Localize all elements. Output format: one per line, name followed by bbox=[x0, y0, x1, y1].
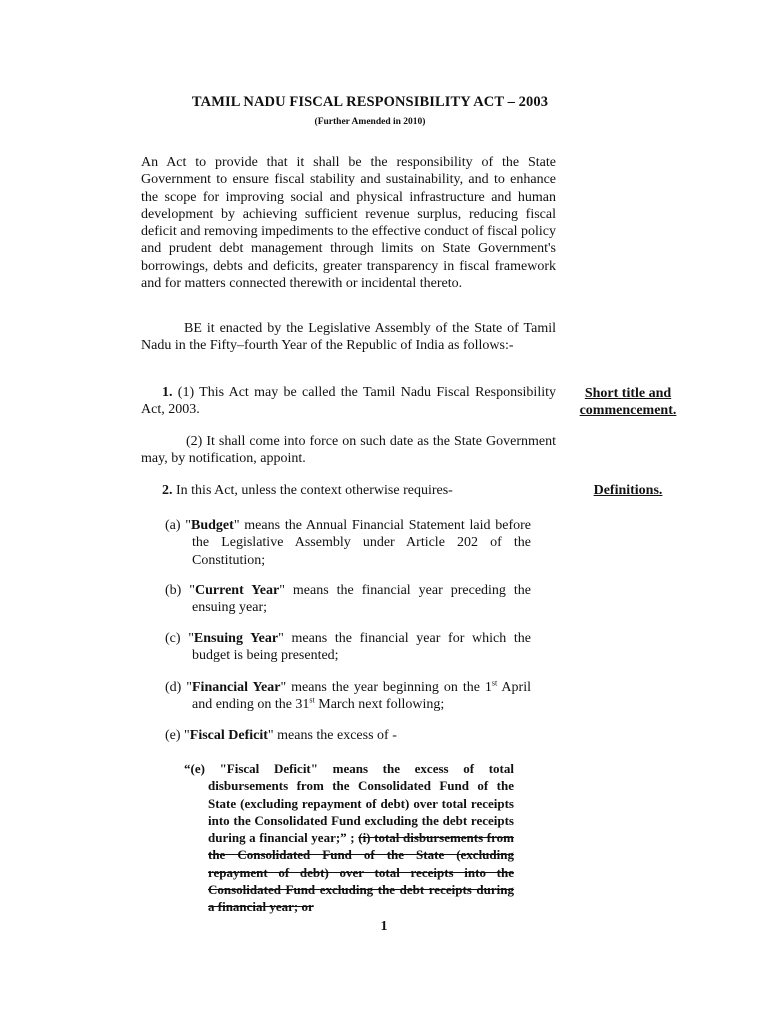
definition-text: " means the year beginning on the 1 bbox=[280, 680, 492, 695]
section-2 bbox=[141, 482, 556, 499]
document-title: TAMIL NADU FISCAL RESPONSIBILITY ACT – 2003 bbox=[191, 94, 549, 110]
definition-financial-year bbox=[165, 679, 531, 714]
section-1-sub-2: (2) It shall come into force on such date as the State Government may, by notification, appoint. bbox=[141, 434, 556, 467]
definition-text: " means the financial year for which the budget is being presented; bbox=[192, 631, 531, 664]
definition-ensuing-year bbox=[165, 630, 531, 665]
act-preamble: An Act to provide that it shall be the responsibility of the State Government to ensure fiscal stability and sustainability, and to enhance the scope for improving social and physical infrastructure and human development by achieving sufficient revenue surplus, reducing fiscal deficit and removing impediments to the effective conduct of fiscal policy and prudent debt management through limits on State Government's borrowings, debts and deficits, greater transparency in fiscal framework and for matters connected therewith or incidental thereto. bbox=[141, 155, 556, 292]
definition-current-year bbox=[165, 582, 531, 617]
enacting-clause: BE it enacted by the Legislative Assembly of the State of Tamil Nadu in the Fifty–fourth Year of the Republic of India as follows:- bbox=[141, 321, 556, 354]
definition-budget bbox=[165, 517, 531, 569]
definition-prefix: (d) " bbox=[165, 680, 192, 695]
struck-text: (i) total disbursements from the Consolidated Fund of the State (excluding repayment of debt) over total receipts into the Consolidated Fund excluding the debt receipts during a financial year; or bbox=[208, 830, 514, 915]
definition-term: Ensuing Year bbox=[193, 631, 279, 646]
document-subtitle: (Further Amended in 2010) bbox=[314, 117, 426, 127]
ordinal-suffix: st bbox=[309, 695, 315, 705]
section-2-number: 2. bbox=[162, 483, 173, 498]
inserted-text: “(e) "Fiscal Deficit" means the excess of total disbursements from the Consolidated Fund of the State (excluding repayment of debt) over total receipts into the Consolidated Fund excluding the debt receipts during a financial year;” ; bbox=[184, 761, 514, 846]
definition-prefix: (c) " bbox=[165, 631, 194, 646]
definition-term: Budget bbox=[191, 518, 234, 533]
definition-prefix: (a) " bbox=[165, 518, 192, 533]
definition-prefix: (b) " bbox=[165, 583, 196, 598]
amendment-text bbox=[184, 760, 514, 916]
section-1 bbox=[141, 384, 556, 419]
definition-fiscal-deficit bbox=[165, 727, 531, 744]
definition-text: " means the financial year preceding the ensuing year; bbox=[192, 583, 531, 616]
ordinal-suffix: st bbox=[491, 678, 498, 688]
section-1-number: 1. bbox=[162, 385, 173, 400]
margin-note-definitions: Definitions. bbox=[593, 483, 663, 498]
definition-text: March next following; bbox=[314, 697, 445, 713]
page-number: 1 bbox=[380, 919, 388, 934]
definition-prefix: (e) " bbox=[165, 728, 190, 743]
definition-text: " means the excess of - bbox=[267, 728, 397, 743]
section-1-text: (1) This Act may be called the Tamil Nadu Fiscal Responsibility Act, 2003. bbox=[141, 385, 556, 418]
definition-text: " means the Annual Financial Statement laid before the Legislative Assembly under Article 202 of the Constitution; bbox=[192, 518, 531, 568]
definition-term: Fiscal Deficit bbox=[189, 728, 268, 743]
definition-term: Financial Year bbox=[192, 680, 281, 695]
margin-note-short-title: Short title and commencement. bbox=[579, 386, 677, 418]
section-2-text: In this Act, unless the context otherwise requires- bbox=[172, 483, 453, 498]
definition-text: April and ending on the 31 bbox=[192, 680, 531, 713]
definition-term: Current Year bbox=[195, 583, 280, 598]
